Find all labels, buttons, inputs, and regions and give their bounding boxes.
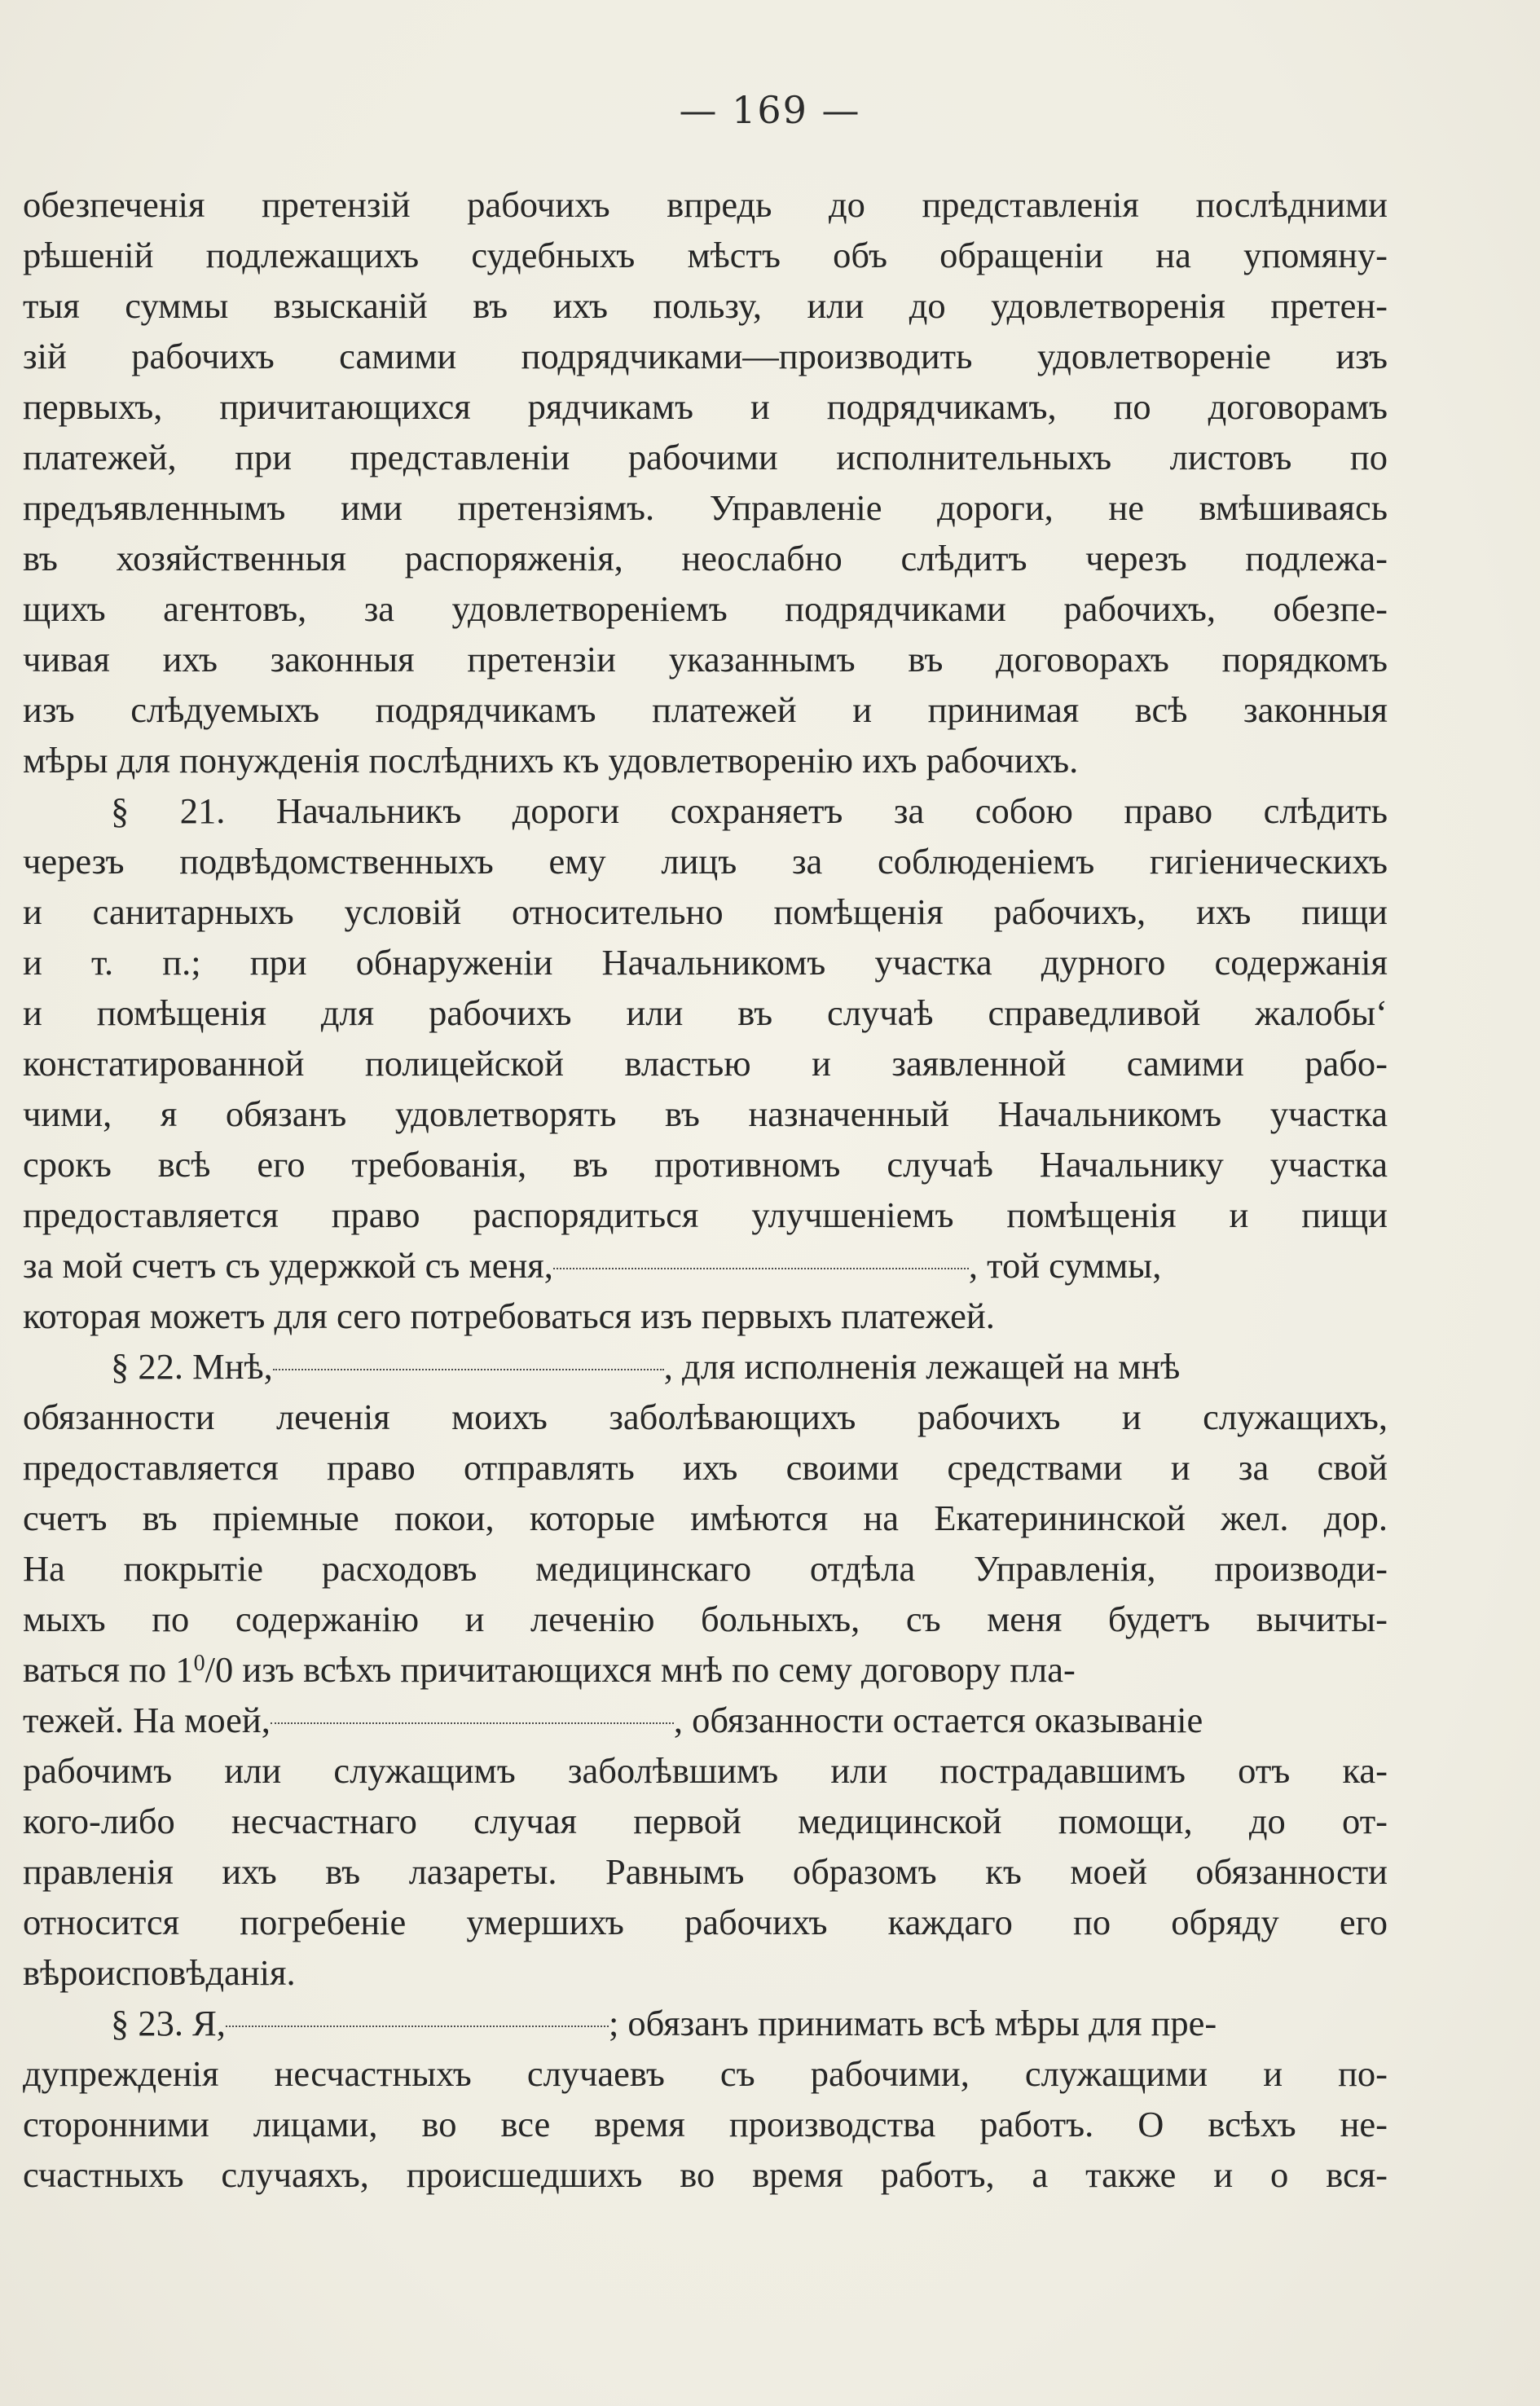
body-text — [23, 179, 1388, 2200]
paragraph-22-line: На покрытіе расходовъ медицинскаго отдѣла Управленія, производи- — [23, 1548, 1388, 1589]
text-line: тыя суммы взысканій въ ихъ пользу, или до удовлетворенія претен- — [23, 285, 1388, 326]
paragraph-21-line: предоставляется право распорядиться улучшеніемъ помѣщенія и пищи — [23, 1194, 1388, 1235]
line-text: , обязанности остается оказываніе — [673, 1700, 1203, 1740]
paragraph-21-line: и т. п.; при обнаруженіи Начальникомъ участка дурного содержанія — [23, 942, 1388, 983]
paragraph-21-line: черезъ подвѣдомственныхъ ему лицъ за соблюденіемъ гигіеническихъ — [23, 841, 1388, 882]
text-line: первыхъ, причитающихся рядчикамъ и подрядчикамъ, по договорамъ — [23, 386, 1388, 427]
page-number: — 169 — — [679, 88, 861, 132]
line-text: 0 — [214, 1649, 234, 1690]
line-text: ; обязанъ принимать всѣ мѣры для пре- — [608, 2003, 1217, 2043]
fill-in-blank — [271, 1722, 674, 1724]
line-text: , для исполненія лежащей на мнѣ — [663, 1346, 1181, 1387]
superscript: 0 — [193, 1651, 205, 1676]
line-text: за мой счетъ съ удержкой съ меня, — [23, 1245, 553, 1286]
text-line: мѣры для понужденія послѣднихъ къ удовлетворенію ихъ рабочихъ. — [23, 740, 1079, 781]
line-text: изъ всѣхъ причитающихся мнѣ по сему договору пла- — [233, 1649, 1076, 1690]
paragraph-23-line: сторонними лицами, во все время производства работъ. О всѣхъ не- — [23, 2104, 1388, 2144]
text-line: чивая ихъ законныя претензіи указаннымъ въ договорахъ порядкомъ — [23, 639, 1388, 680]
paragraph-22-line: относится погребеніе умершихъ рабочихъ каждаго по обряду его — [23, 1902, 1388, 1942]
paragraph-22-line — [23, 1644, 1388, 1695]
text-line: платежей, при представленіи рабочими исполнительныхъ листовъ по — [23, 437, 1388, 477]
paragraph-23-line: дупрежденія несчастныхъ случаевъ съ рабочими, служащими и по- — [23, 2053, 1388, 2094]
text-line: щихъ агентовъ, за удовлетвореніемъ подрядчиками рабочихъ, обезпе- — [23, 588, 1388, 629]
paragraph-22-line: мыхъ по содержанію и леченію больныхъ, съ меня будетъ вычиты- — [23, 1599, 1388, 1639]
paragraph-22-line — [23, 1695, 1388, 1745]
fill-in-blank — [273, 1368, 664, 1370]
paragraph-22-line: счетъ въ пріемные покои, которые имѣются на Екатерининской жел. дор. — [23, 1498, 1388, 1538]
paragraph-23-line — [23, 1998, 1388, 2048]
text-line: предъявленнымъ ими претензіямъ. Управленіе дороги, не вмѣшиваясь — [23, 487, 1388, 528]
paragraph-21-line: срокъ всѣ его требованія, въ противномъ случаѣ Начальнику участка — [23, 1144, 1388, 1185]
paragraph-21-line: и помѣщенія для рабочихъ или въ случаѣ справедливой жалобы‘ — [23, 992, 1388, 1033]
line-text: § 23. Я, — [111, 2003, 226, 2043]
line-text: тежей. На моей, — [23, 1700, 271, 1740]
line-text: ваться по 1 — [23, 1649, 194, 1690]
text-line: изъ слѣдуемыхъ подрядчикамъ платежей и принимая всѣ законныя — [23, 689, 1388, 730]
text-line: обезпеченія претензій рабочихъ впредь до представленія послѣдними — [23, 184, 1388, 225]
line-text: § 22. Мнѣ, — [111, 1346, 273, 1387]
paragraph-23-line: счастныхъ случаяхъ, происшедшихъ во время работъ, а также и о вся- — [23, 2154, 1388, 2195]
paragraph-22-line: вѣроисповѣданія. — [23, 1952, 296, 1993]
text-line: рѣшеній подлежащихъ судебныхъ мѣстъ объ обращеніи на упомяну- — [23, 235, 1388, 275]
paragraph-21-line: которая можетъ для сего потребоваться изъ первыхъ платежей. — [23, 1295, 995, 1336]
fill-in-blank — [553, 1267, 969, 1269]
paragraph-21-line: чими, я обязанъ удовлетворять въ назначенный Начальникомъ участка — [23, 1093, 1388, 1134]
paragraph-22-line: правленія ихъ въ лазареты. Равнымъ образомъ къ моей обязанности — [23, 1851, 1388, 1892]
fill-in-blank — [226, 2025, 609, 2027]
paragraph-22-line: обязанности леченія моихъ заболѣвающихъ рабочихъ и служащихъ, — [23, 1397, 1388, 1437]
text-line: зій рабочихъ самими подрядчиками—производить удовлетвореніе изъ — [23, 336, 1388, 376]
paragraph-21-line: § 21. Начальникъ дороги сохраняетъ за собою право слѣдить — [111, 790, 1388, 831]
paragraph-22-line — [23, 1341, 1388, 1392]
paragraph-21-line — [23, 1240, 1388, 1291]
paragraph-22-line: предоставляется право отправлять ихъ своими средствами и за свой — [23, 1447, 1388, 1488]
paragraph-21-line: и санитарныхъ условій относительно помѣщенія рабочихъ, ихъ пищи — [23, 891, 1388, 932]
text-line: въ хозяйственныя распоряженія, неослабно слѣдитъ черезъ подлежа- — [23, 538, 1388, 578]
line-text: , той суммы, — [968, 1245, 1162, 1286]
paragraph-22-line: рабочимъ или служащимъ заболѣвшимъ или пострадавшимъ отъ ка- — [23, 1750, 1388, 1791]
paragraph-22-line: кого-либо несчастнаго случая первой медицинской помощи, до от- — [23, 1801, 1388, 1841]
paragraph-21-line: констатированной полицейской властью и заявленной самими рабо- — [23, 1043, 1388, 1084]
line-text: / — [205, 1649, 215, 1690]
